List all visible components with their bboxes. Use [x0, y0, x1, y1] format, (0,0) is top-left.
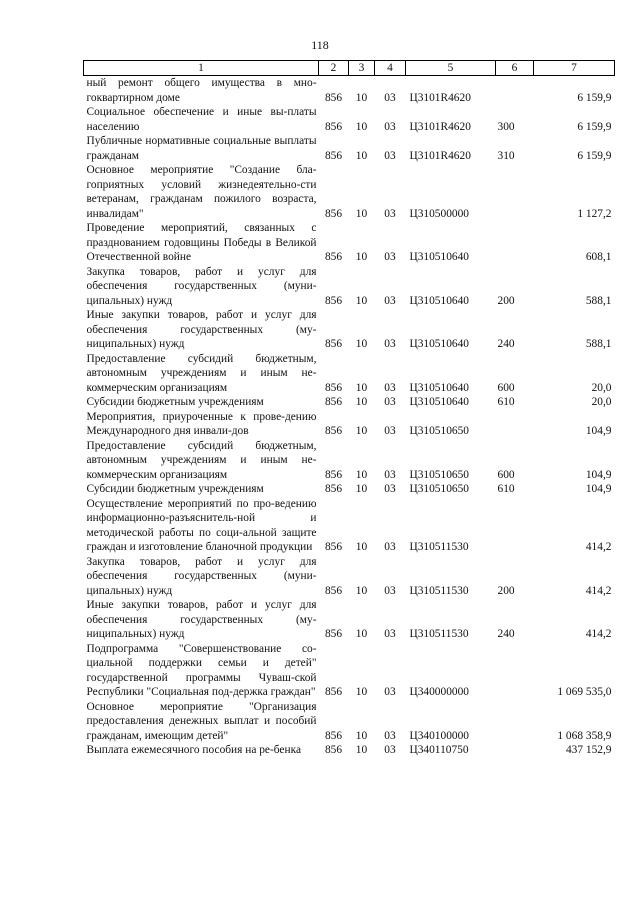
row-subsection-cell: 03 — [384, 251, 396, 263]
row-target-article-cell: Ц310510650 — [409, 468, 469, 481]
row-expense-type-cell: 600 — [497, 468, 515, 481]
row-target-article-cell: Ц310510640 — [409, 396, 469, 408]
row-amount-cell: 414,2 — [585, 628, 612, 640]
row-target-article-cell: Ц3101R4620 — [409, 149, 471, 162]
table-row — [84, 642, 615, 700]
row-amount-cell: 414,2 — [585, 541, 612, 553]
table-row — [84, 555, 615, 599]
row-expense-type-cell — [496, 163, 534, 221]
row-target-article-cell: Ц310511530 — [409, 628, 469, 640]
row-subsection-cell: 03 — [384, 207, 396, 220]
row-name-cell: Проведение мероприятий, связанных с празднованием годовщины Победы в Великой Отечественной войне — [86, 222, 317, 263]
row-name-cell: Подпрограмма "Совершенствование со-циальной поддержки семьи и детей" государственной программы Чуваш-ской Республики "Социальная под-держка граждан" — [86, 642, 317, 698]
row-amount-cell: 1 068 358,9 — [557, 729, 612, 742]
row-target-article-cell: Ц340100000 — [409, 729, 469, 742]
table-row — [84, 105, 615, 134]
row-amount-cell: 1 069 535,0 — [557, 686, 612, 698]
row-admin-code-cell: 856 — [324, 251, 343, 263]
row-section-cell: 10 — [355, 584, 368, 597]
row-subsection-cell: 03 — [384, 120, 396, 133]
row-section-cell: 10 — [355, 483, 368, 495]
row-amount-cell: 608,1 — [585, 251, 612, 263]
row-name-cell: Основное мероприятие "Организация предоставления денежных выплат и пособий гражданам, имеющим детей" — [86, 700, 317, 742]
row-subsection-cell: 03 — [384, 396, 396, 408]
row-admin-code-cell: 856 — [324, 584, 343, 597]
row-section-cell: 10 — [355, 91, 368, 104]
row-expense-type-cell — [496, 221, 534, 265]
row-target-article-cell: Ц310511530 — [409, 584, 469, 597]
row-admin-code-cell: 856 — [324, 468, 343, 481]
row-admin-code-cell: 856 — [324, 149, 343, 162]
row-admin-code-cell: 856 — [324, 91, 343, 104]
row-expense-type-cell: 310 — [497, 149, 515, 162]
row-section-cell: 10 — [355, 425, 368, 437]
row-expense-type-cell — [496, 743, 534, 758]
page-number: 118 — [311, 38, 329, 52]
row-expense-type-cell — [496, 497, 534, 555]
row-amount-cell: 20,0 — [591, 381, 612, 394]
row-admin-code-cell: 856 — [324, 744, 343, 756]
row-admin-code-cell: 856 — [324, 686, 343, 698]
header-row — [84, 61, 615, 76]
row-admin-code-cell: 856 — [324, 338, 343, 350]
row-expense-type-cell: 200 — [497, 294, 515, 307]
table-row — [84, 743, 615, 758]
table-row — [84, 439, 615, 483]
table-row — [84, 482, 615, 497]
row-target-article-cell: Ц310510640 — [409, 381, 469, 394]
row-amount-cell: 588,1 — [585, 294, 612, 307]
row-target-article-cell: Ц310510640 — [409, 294, 469, 307]
row-name-cell: Субсидии бюджетным учреждениям — [86, 483, 264, 495]
row-subsection-cell: 03 — [384, 541, 396, 553]
row-target-article-cell: Ц310510650 — [409, 425, 469, 437]
row-subsection-cell: 03 — [384, 584, 396, 597]
row-subsection-cell: 03 — [384, 729, 396, 742]
table-row — [84, 700, 615, 744]
row-admin-code-cell: 856 — [324, 207, 343, 220]
row-subsection-cell: 03 — [384, 294, 396, 307]
header-cell: 3 — [349, 61, 375, 76]
row-section-cell: 10 — [355, 396, 368, 408]
budget-table — [83, 60, 615, 758]
table-row — [84, 395, 615, 410]
row-subsection-cell: 03 — [384, 425, 396, 437]
table-row — [84, 410, 615, 439]
row-admin-code-cell: 856 — [324, 294, 343, 307]
row-amount-cell: 1 127,2 — [577, 207, 612, 220]
row-target-article-cell: Ц310510650 — [409, 483, 469, 495]
header-cell: 5 — [406, 61, 496, 76]
table-row — [84, 134, 615, 163]
row-admin-code-cell: 856 — [324, 396, 343, 408]
row-name-cell: Закупка товаров, работ и услуг для обеспечения государственных (муни-ципальных) нужд — [86, 265, 317, 307]
row-section-cell: 10 — [355, 338, 368, 350]
row-subsection-cell: 03 — [384, 483, 396, 495]
row-expense-type-cell — [496, 642, 534, 700]
row-amount-cell: 437 152,9 — [565, 744, 612, 756]
header-cell: 6 — [496, 61, 534, 76]
row-target-article-cell: Ц310500000 — [409, 207, 469, 220]
row-expense-type-cell: 610 — [497, 483, 515, 495]
row-admin-code-cell: 856 — [324, 425, 343, 437]
table-row — [84, 308, 615, 352]
row-admin-code-cell: 856 — [324, 628, 343, 640]
row-target-article-cell: Ц310510640 — [409, 251, 469, 263]
row-name-cell: Выплата ежемесячного пособия на ре-бенка — [86, 744, 301, 756]
header-cell: 2 — [319, 61, 349, 76]
row-name-cell: Закупка товаров, работ и услуг для обеспечения государственных (муни-ципальных) нужд — [86, 555, 317, 597]
row-expense-type-cell: 300 — [497, 120, 515, 133]
table-row — [84, 265, 615, 309]
row-subsection-cell: 03 — [384, 338, 396, 350]
row-expense-type-cell: 610 — [497, 396, 515, 408]
row-subsection-cell: 03 — [384, 468, 396, 481]
row-section-cell: 10 — [355, 686, 368, 698]
table-row — [84, 76, 615, 106]
table-row — [84, 598, 615, 642]
row-amount-cell: 6 159,9 — [577, 149, 612, 162]
row-section-cell: 10 — [355, 468, 368, 481]
row-name-cell: Мероприятия, приуроченные к прове-дению Международного дня инвали-дов — [86, 410, 317, 437]
row-expense-type-cell: 600 — [497, 381, 515, 394]
row-target-article-cell: Ц3101R4620 — [409, 91, 471, 104]
header-cell: 1 — [84, 61, 319, 76]
row-amount-cell: 20,0 — [591, 396, 612, 408]
row-admin-code-cell: 856 — [324, 541, 343, 553]
row-expense-type-cell: 200 — [497, 584, 515, 597]
row-subsection-cell: 03 — [384, 381, 396, 394]
row-amount-cell: 588,1 — [585, 338, 612, 350]
table-row — [84, 497, 615, 555]
row-subsection-cell: 03 — [384, 149, 396, 162]
row-amount-cell: 104,9 — [585, 483, 612, 495]
row-section-cell: 10 — [355, 207, 368, 220]
row-name-cell: Социальное обеспечение и иные вы-платы населению — [86, 106, 317, 133]
row-admin-code-cell: 856 — [324, 483, 343, 495]
row-amount-cell: 6 159,9 — [577, 120, 612, 133]
row-name-cell: Осуществление мероприятий по про-ведению информационно-разъяснитель-ной и методической работы по соци-альной защите граждан и изготовление бланочной продукции — [86, 497, 317, 553]
row-section-cell: 10 — [355, 120, 368, 133]
row-target-article-cell: Ц340000000 — [409, 686, 469, 698]
row-admin-code-cell: 856 — [324, 729, 343, 742]
row-section-cell: 10 — [355, 744, 368, 756]
row-subsection-cell: 03 — [384, 628, 396, 640]
row-subsection-cell: 03 — [384, 91, 396, 104]
row-section-cell: 10 — [355, 251, 368, 263]
row-admin-code-cell: 856 — [324, 120, 343, 133]
row-name-cell: Субсидии бюджетным учреждениям — [86, 396, 264, 408]
row-subsection-cell: 03 — [384, 686, 396, 698]
row-target-article-cell: Ц310511530 — [409, 541, 469, 553]
row-expense-type-cell: 240 — [497, 338, 515, 350]
row-admin-code-cell: 856 — [324, 381, 343, 394]
table-row — [84, 163, 615, 221]
row-name-cell: Предоставление субсидий бюджетным, автономным учреждениям и иным не-коммерческим организациям — [86, 439, 317, 481]
row-name-cell: Иные закупки товаров, работ и услуг для обеспечения государственных (му-ниципальных) нужд — [86, 599, 317, 640]
row-name-cell: Иные закупки товаров, работ и услуг для обеспечения государственных (му-ниципальных) нужд — [86, 309, 317, 350]
row-amount-cell: 104,9 — [585, 468, 612, 481]
table-row — [84, 221, 615, 265]
row-amount-cell: 6 159,9 — [577, 91, 612, 104]
row-section-cell: 10 — [355, 729, 368, 742]
row-expense-type-cell — [496, 700, 534, 744]
row-name-cell: ный ремонт общего имущества в мно-гоквартирном доме — [86, 77, 317, 104]
row-name-cell: Предоставление субсидий бюджетным, автономным учреждениям и иным не-коммерческим организациям — [86, 352, 317, 394]
header-cell: 4 — [375, 61, 406, 76]
row-amount-cell: 104,9 — [585, 425, 612, 437]
row-target-article-cell: Ц3101R4620 — [409, 120, 471, 133]
row-section-cell: 10 — [355, 149, 368, 162]
row-section-cell: 10 — [355, 381, 368, 394]
row-expense-type-cell — [496, 76, 534, 106]
row-name-cell: Основное мероприятие "Создание бла-гоприятных условий жизнедеятельно-сти ветеранам, гражданам пожилого возраста, инвалидам" — [86, 164, 317, 220]
row-section-cell: 10 — [355, 628, 368, 640]
row-name-cell: Публичные нормативные социальные выплаты гражданам — [86, 135, 317, 162]
row-target-article-cell: Ц340110750 — [409, 744, 469, 756]
row-expense-type-cell: 240 — [497, 628, 515, 640]
row-section-cell: 10 — [355, 541, 368, 553]
row-expense-type-cell — [496, 410, 534, 439]
header-cell: 7 — [534, 61, 615, 76]
row-subsection-cell: 03 — [384, 744, 396, 756]
row-amount-cell: 414,2 — [585, 584, 612, 597]
row-section-cell: 10 — [355, 294, 368, 307]
table-row — [84, 352, 615, 396]
row-target-article-cell: Ц310510640 — [409, 338, 469, 350]
